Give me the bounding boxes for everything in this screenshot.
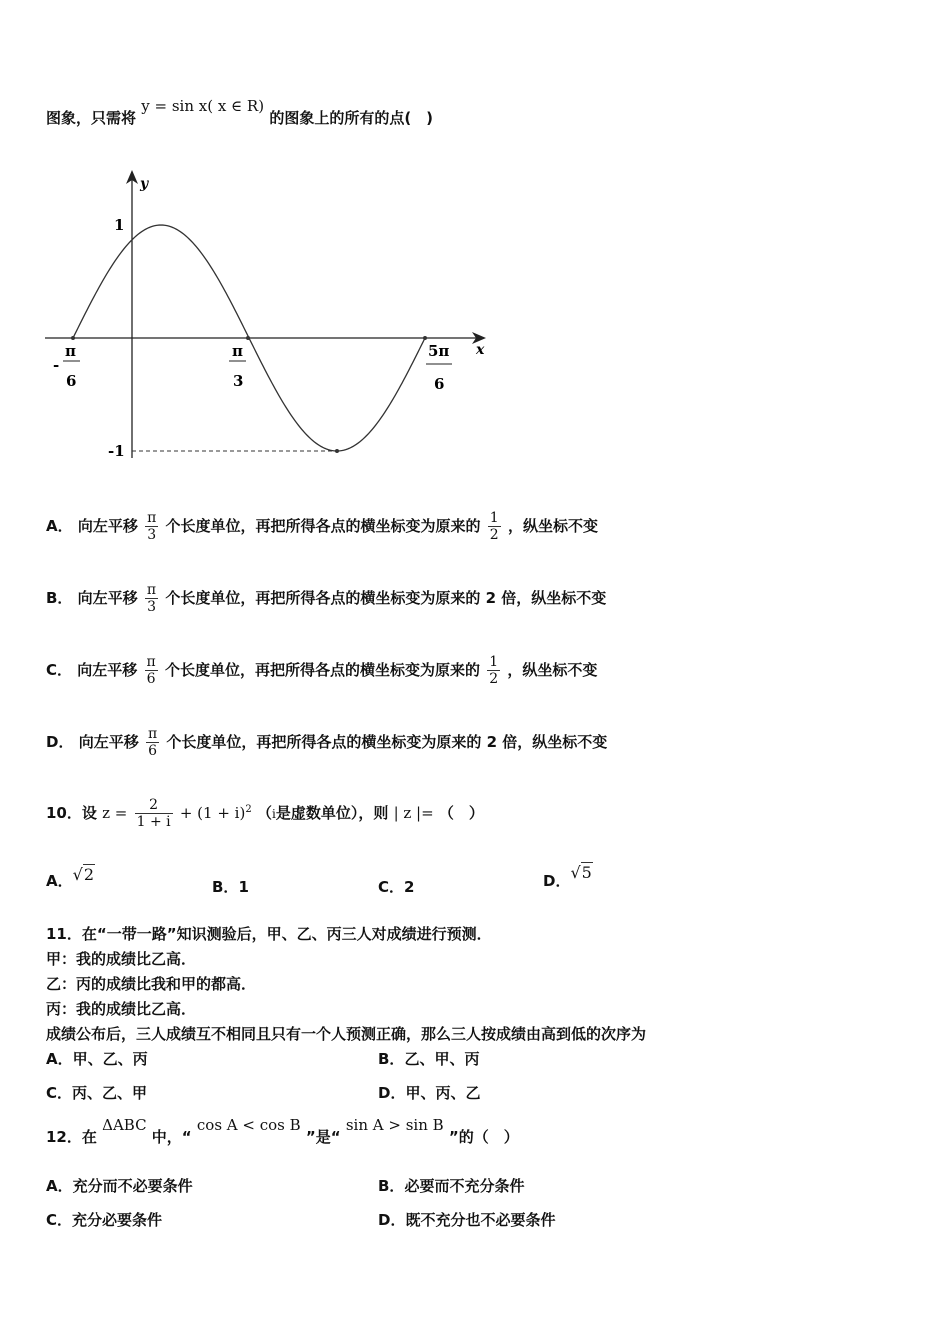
x-tick-mid-num: π <box>232 342 243 360</box>
q9-option-b <box>46 582 606 615</box>
sine-graph <box>40 168 500 468</box>
z-exponent: 2 <box>245 804 252 815</box>
option-label: A． <box>46 517 73 535</box>
x-tick-right-num: 5π <box>428 342 450 360</box>
scale-fraction: $\frac{1}{2}$ <box>489 510 499 543</box>
q9-option-a <box>46 510 598 543</box>
option-pre: 向左平移 <box>77 517 138 535</box>
option-mid: 个长度单位，再把所得各点的横坐标变为原来的 <box>166 733 482 751</box>
q10-option-c: C．2 <box>378 878 415 896</box>
y-axis-label: y <box>140 176 149 192</box>
condition-1: cos A < cos B <box>196 1116 301 1134</box>
q11-statement-3: 丙：我的成绩比乙高． <box>46 1000 197 1018</box>
z-prefix: z = <box>102 804 128 822</box>
scale-fraction: $\frac{1}{2}$ <box>489 654 499 687</box>
z-suffix: + (1 + i) <box>179 804 246 822</box>
question-tail: （ ） <box>438 804 484 822</box>
option-post: ，纵坐标不变 <box>507 661 598 679</box>
shift-fraction: $\frac{\pi}{6}$ <box>146 654 156 687</box>
abs-z: | z |= <box>393 804 434 822</box>
option-label: B． <box>46 589 73 607</box>
question-tail: ”的（ ） <box>448 1128 519 1146</box>
q12-option-c: C．充分必要条件 <box>46 1211 163 1229</box>
x-tick-mid-den: 3 <box>233 372 244 390</box>
x-axis-label: x <box>476 342 485 358</box>
option-mid: 个长度单位，再把所得各点的横坐标变为原来的 <box>165 517 481 535</box>
option-post: 倍，纵坐标不变 <box>502 733 608 751</box>
q10-stem <box>46 797 484 830</box>
note-text: 是虚数单位），则 <box>275 804 389 822</box>
z-fraction: $\frac{2}{1 + i}$ <box>136 797 171 830</box>
note-i: i <box>271 807 276 821</box>
q12-option-b: B．必要而不充分条件 <box>378 1177 525 1195</box>
note-open: （ <box>256 804 272 822</box>
q12-stem <box>46 1116 519 1147</box>
question-number: 10．设 <box>46 804 97 822</box>
option-label: C． <box>46 661 73 679</box>
q12-mid2: ”是“ <box>305 1128 341 1146</box>
q12-option-a: A．充分而不必要条件 <box>46 1177 193 1195</box>
option-mid: 个长度单位，再把所得各点的横坐标变为原来的 <box>165 589 481 607</box>
q12-option-d: D．既不充分也不必要条件 <box>378 1211 556 1229</box>
curve-point-mid <box>246 336 250 340</box>
q9-option-d <box>46 726 607 759</box>
option-pre: 向左平移 <box>77 661 138 679</box>
x-tick-left-num: π <box>65 342 76 360</box>
q11-statement-2: 乙：丙的成绩比我和甲的都高． <box>46 975 257 993</box>
shift-fraction: $\frac{\pi}{3}$ <box>146 582 157 615</box>
curve-point-right <box>423 336 427 340</box>
q11-option-b: B．乙、甲、丙 <box>378 1050 480 1068</box>
q11-option-a: A．甲、乙、丙 <box>46 1050 148 1068</box>
q11-stem: 11．在“一带一路”知识测验后，甲、乙、丙三人对成绩进行预测． <box>46 925 492 943</box>
scale-factor: 2 <box>485 589 497 607</box>
option-mid: 个长度单位，再把所得各点的横坐标变为原来的 <box>164 661 480 679</box>
option-post: 倍，纵坐标不变 <box>501 589 607 607</box>
shift-fraction: $\frac{\pi}{3}$ <box>147 510 157 543</box>
q11-option-c: C．丙、乙、甲 <box>46 1084 148 1102</box>
condition-2: sin A > sin B <box>345 1116 444 1134</box>
question-number: 12．在 <box>46 1128 97 1146</box>
y-tick-bottom: -1 <box>108 442 125 460</box>
q11-question: 成绩公布后，三人成绩互不相同且只有一个人预测正确，那么三人按成绩由高到低的次序为 <box>46 1025 647 1043</box>
scale-factor: 2 <box>486 733 498 751</box>
intro-line <box>46 97 434 128</box>
shift-fraction: $\frac{\pi}{6}$ <box>147 726 158 759</box>
q10-option-b: B．1 <box>212 878 249 896</box>
x-tick-left-den: 6 <box>66 372 77 390</box>
curve-point-left <box>71 336 75 340</box>
x-tick-left-sign: - <box>53 356 60 374</box>
q11-option-d: D．甲、丙、乙 <box>378 1084 481 1102</box>
q10-option-a: A．√2 <box>46 865 94 890</box>
q9-option-c <box>46 654 597 687</box>
intro-formula: y = sin x( x ∈ R) <box>141 97 265 115</box>
intro-tail: 的图象上的所有的点( ) <box>269 109 434 127</box>
q10-option-d: D．√5 <box>543 863 592 890</box>
option-label: D． <box>46 733 74 751</box>
q12-mid1: 中，“ <box>151 1128 192 1146</box>
curve-point-min <box>335 449 339 453</box>
option-pre: 向左平移 <box>77 589 138 607</box>
y-tick-top: 1 <box>114 216 125 234</box>
q11-statement-1: 甲：我的成绩比乙高． <box>46 950 197 968</box>
option-pre: 向左平移 <box>78 733 139 751</box>
intro-lead: 图象，只需将 <box>46 109 137 127</box>
x-tick-right-den: 6 <box>434 375 445 393</box>
triangle-abc: ΔABC <box>102 1116 147 1134</box>
option-post: ，纵坐标不变 <box>507 517 598 535</box>
